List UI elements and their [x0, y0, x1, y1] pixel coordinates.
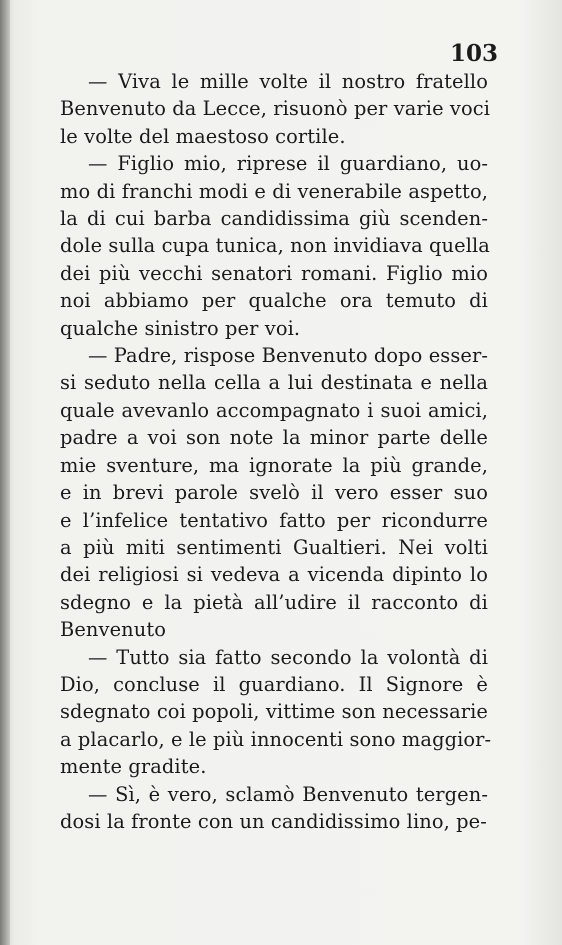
text-line: quale avevanlo accompagnato i suoi amici, — [60, 398, 488, 422]
text-line: sdegno e la pietà all’udire il racconto di — [60, 590, 488, 614]
page-number: 103 — [449, 40, 498, 67]
text-line: dei religiosi si vedeva a vicenda dipinto lo — [60, 563, 488, 587]
text-line: mie sventure, ma ignorate la più grande, — [60, 453, 488, 477]
text-line: — Viva le mille volte il nostro fratello — [88, 70, 488, 93]
text-line: dei più vecchi senatori romani. Figlio mio — [60, 261, 488, 285]
text-line: mo di franchi modi e di venerabile aspetto, — [60, 179, 488, 203]
text-line: — Padre, rispose Benvenuto dopo esser- — [88, 344, 488, 368]
text-line: mente gradite. — [60, 755, 207, 779]
text-line: — Sì, è vero, sclamò Benvenuto tergen- — [88, 782, 488, 806]
text-line: dosi la fronte con un candidissimo lino, pe- — [60, 809, 487, 833]
text-line: qualche sinistro per voi. — [60, 316, 301, 340]
text-line: dole sulla cupa tunica, non invidiava quella — [60, 234, 490, 258]
text-line: — Figlio mio, riprese il guardiano, uo- — [88, 152, 488, 176]
body-text — [60, 68, 492, 835]
text-line: noi abbiamo per qualche ora temuto di — [60, 289, 488, 313]
text-line: si seduto nella cella a lui destinata e nella — [60, 371, 488, 395]
text-line: a più miti sentimenti Gualtieri. Nei volti — [60, 535, 488, 559]
text-line: — Tutto sia fatto secondo la volontà di — [88, 645, 488, 669]
text-line: a placarlo, e le più innocenti sono maggior- — [60, 727, 492, 751]
page-spine-edge — [0, 0, 10, 945]
text-line: padre a voi son note la minor parte delle — [60, 426, 488, 450]
text-line: Dio, concluse il guardiano. Il Signore è — [60, 672, 488, 696]
text-line: Benvenuto da Lecce, risuonò per varie voci — [60, 97, 491, 121]
text-line: le volte del maestoso cortile. — [60, 124, 346, 148]
text-line: Benvenuto — [60, 618, 166, 642]
text-line: e in brevi parole svelò il vero esser suo — [60, 481, 488, 505]
text-line: sdegnato coi popoli, vittime son necessarie — [60, 700, 488, 724]
text-line: e l’infelice tentativo fatto per ricondurre — [60, 508, 488, 532]
text-line: la di cui barba candidissima giù scenden- — [60, 207, 488, 231]
